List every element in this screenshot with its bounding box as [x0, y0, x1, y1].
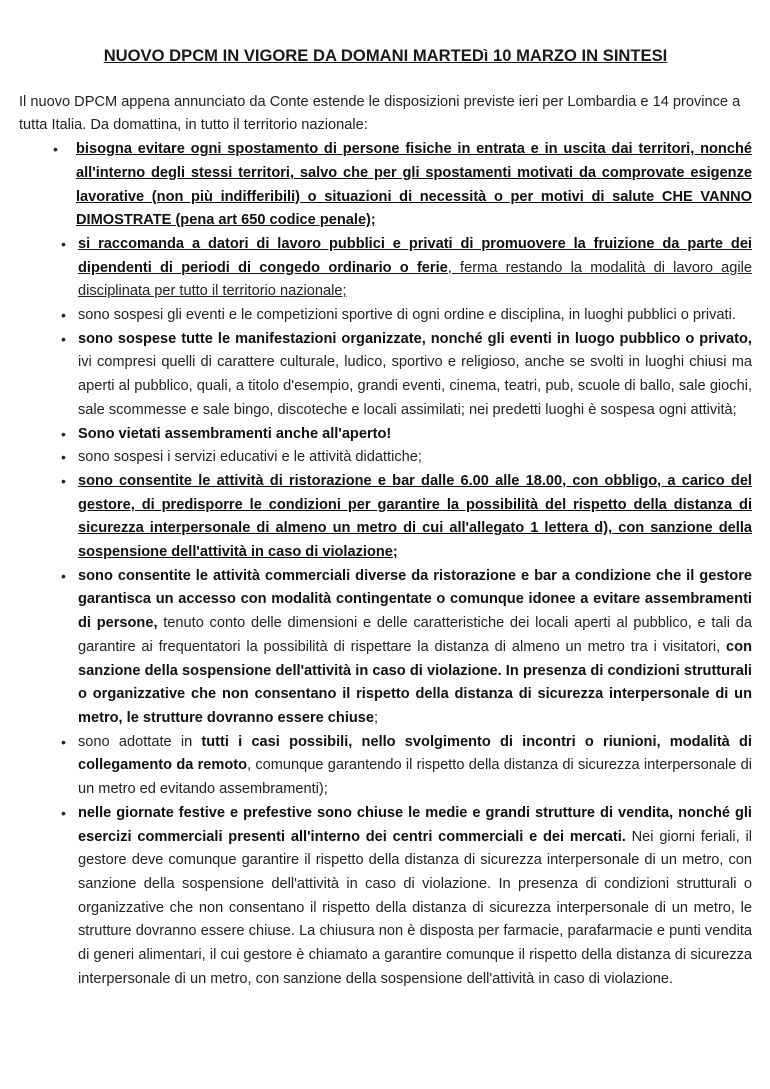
- intro-paragraph: Il nuovo DPCM appena annunciato da Conte estende le disposizioni previste ieri per Lombardia e 14 province a tutta Italia. Da domattina, in tutto il territorio nazionale:: [19, 93, 741, 134]
- item-text: , ferma restando la modalità di lavoro agile disciplinata per tutto il territorio nazionale;: [78, 259, 752, 300]
- item-bold-text: tutti i casi possibili, nello svolgimento di incontri o riunioni, modalità di collegamento da remoto: [78, 733, 752, 774]
- list-item: [19, 328, 752, 423]
- item-text: tenuto conto delle dimensioni e delle caratteristiche dei locali aperti al pubblico, e tali da garantire ai frequentatori la possibilità di rispettare la distanza di almeno un metro tra i visitatori,: [78, 615, 752, 655]
- item-text: sono adottate in: [78, 733, 202, 750]
- item-bold-text: sono consentite le attività commerciali diverse da ristorazione e bar a condizione che il gestore garantisca un accesso con modalità contingentate o comunque idonee a evitare assembramenti di persone,: [78, 567, 752, 632]
- list-item: [19, 446, 752, 470]
- provisions-list: [19, 138, 752, 991]
- bullet-icon: •: [61, 472, 66, 489]
- bullet-icon: •: [61, 425, 66, 442]
- list-item: [19, 304, 752, 328]
- item-bold-text: sono sospese tutte le manifestazioni organizzate, nonché gli eventi in luogo pubblico o privato,: [78, 330, 752, 347]
- bullet-icon: •: [61, 733, 66, 750]
- item-bold-text: sono consentite le attività di ristorazione e bar dalle 6.00 alle 18.00, con obbligo, a carico del gestore, di predisporre le condizioni per garantire la possibilità del rispetto della distanza di sicurezza interpersonale di almeno un metro di cui all'allegato 1 lettera d), con sanzione della sospensione dell'attività in caso di violazione;: [78, 472, 752, 561]
- item-text: ivi compresi quelli di carattere culturale, ludico, sportivo e religioso, anche se svolti in luoghi chiusi ma aperti al pubblico, quali, a titolo d'esempio, grandi eventi, cinema, teatri, pub, scuole di ballo, sale giochi, sale scommesse e sale bingo, discoteche e locali assimilati; nei predetti luoghi è sospesa ogni attività;: [78, 354, 752, 418]
- item-text: sono sospesi gli eventi e le competizioni sportive di ogni ordine e disciplina, in luoghi pubblici o privati.: [78, 307, 736, 324]
- list-item: [19, 470, 752, 565]
- item-text: ;: [374, 709, 379, 726]
- list-item: [19, 731, 752, 802]
- item-bold-text: si raccomanda a datori di lavoro pubblici e privati di promuovere la fruizione da parte dei dipendenti di periodi di congedo ordinario o ferie: [78, 235, 752, 276]
- list-item: [19, 423, 752, 447]
- item-text: , comunque garantendo il rispetto della distanza di sicurezza interpersonale di un metro ed evitando assembramenti);: [78, 757, 752, 798]
- bullet-icon: •: [61, 804, 66, 821]
- item-bold-text: nelle giornate festive e prefestive sono chiuse le medie e grandi strutture di vendita, nonché gli esercizi commerciali presenti all'interno dei centri commerciali e dei mercati.: [78, 804, 752, 845]
- bullet-icon: •: [61, 567, 66, 584]
- bullet-icon: •: [61, 235, 66, 252]
- item-text: Nei giorni feriali, il gestore deve comunque garantire il rispetto della distanza di sicurezza interpersonale di un metro, con sanzione della sospensione dell'attività in caso di violazione. In presenza di condizioni strutturali o organizzative che non consentano il rispetto della distanza di sicurezza interpersonale di un metro, le strutture dovranno essere chiuse. La chiusura non è disposta per farmacie, parafarmacie e punti vendita di generi alimentari, il cui gestore è chiamato a garantire comunque il rispetto della distanza di sicurezza interpersonale di un metro, con sanzione della sospensione dell'attività in caso di violazione.: [78, 828, 752, 987]
- document-title: NUOVO DPCM IN VIGORE DA DOMANI MARTEDì 10 MARZO IN SINTESI: [103, 46, 668, 65]
- bullet-icon: •: [61, 330, 66, 347]
- list-item: [19, 565, 752, 731]
- bullet-icon: •: [61, 307, 66, 324]
- list-item: [19, 233, 752, 304]
- list-item: [19, 138, 752, 233]
- item-bold-text: Sono vietati assembramenti anche all'aperto!: [78, 425, 392, 442]
- item-bold-text: con sanzione della sospensione dell'attività in caso di violazione. In presenza di condizioni strutturali o organizzative che non consentano il rispetto della distanza di sicurezza interpersonale di un metro, le strutture dovranno essere chiuse: [78, 638, 752, 726]
- bullet-icon: •: [61, 449, 66, 466]
- list-item: [19, 802, 752, 992]
- bullet-icon: •: [53, 141, 58, 158]
- item-text: sono sospesi i servizi educativi e le attività didattiche;: [78, 449, 422, 466]
- item-bold-text: bisogna evitare ogni spostamento di persone fisiche in entrata e in uscita dai territori, nonché all'interno degli stessi territori, salvo che per gli spostamenti motivati da comprovate esigenze lavorative (non più indifferibili) o situazioni di necessità o per motivi di salute CHE VANNO DIMOSTRATE (pena art 650 codice penale);: [76, 141, 752, 229]
